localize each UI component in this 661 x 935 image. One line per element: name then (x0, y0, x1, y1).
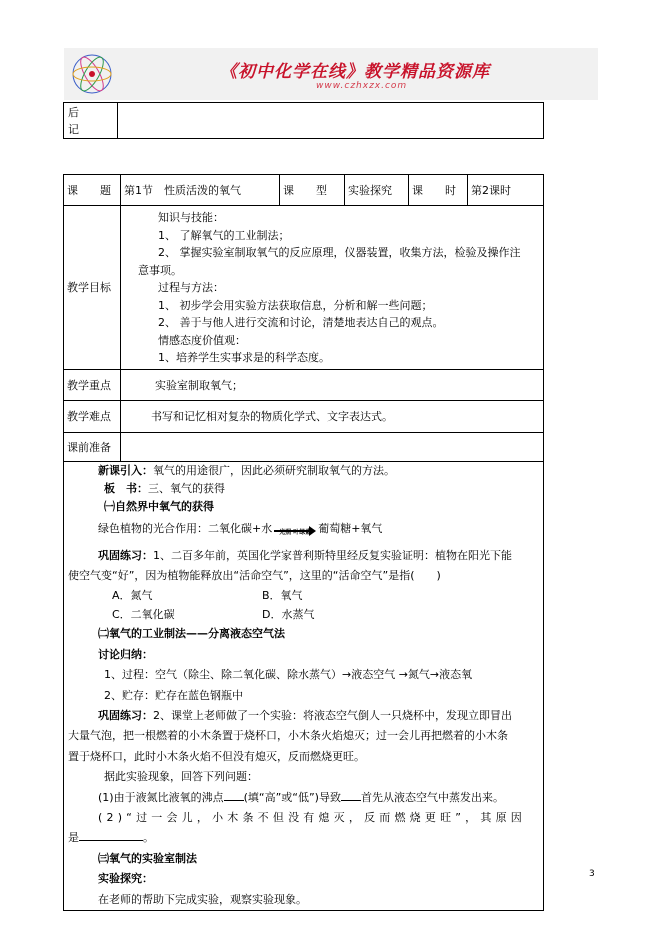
question1-line (68, 788, 540, 808)
options-row-1 (68, 586, 540, 605)
practice2-line3: 置于烧杯口，此时小木条火焰不但没有熄灭，反而燃烧更旺。 (68, 749, 365, 763)
q1-text-b: (填“高”或“低”)导致 (243, 790, 341, 804)
key-point-label: 教学重点 (64, 369, 121, 400)
intro-label: 新课引入： (98, 463, 153, 477)
storage-line: 2、贮存：贮存在蓝色钢瓶中 (104, 688, 243, 702)
option-d: D．水蒸气 (262, 608, 315, 622)
lesson-header-row (64, 175, 544, 206)
board-label: 板 书： (104, 481, 148, 495)
goal-line: 2、 善于与他人进行交流和讨论，清楚地表达自己的观点。 (158, 316, 444, 329)
reaction-arrow-icon (274, 524, 316, 534)
goal-line: 情感态度价值观： (158, 333, 246, 347)
banner-url: www.czhxzx.com (316, 81, 408, 91)
options-row-2 (68, 605, 540, 624)
question2-line2 (68, 828, 540, 848)
topic-value: 第1节 性质活泼的氧气 (121, 175, 280, 206)
q1-blank-1[interactable] (224, 789, 244, 801)
prep-label: 课前准备 (64, 432, 121, 461)
board-line (68, 480, 540, 498)
difficulty-row (64, 400, 544, 432)
process-line: 1、过程：空气（除尘、除二氧化碳、除水蒸气）→液态空气 →氮气→液态氧 (104, 668, 473, 682)
goal-line: 1、培养学生实事求是的科学态度。 (158, 351, 330, 364)
afterword-label: 后 记 (64, 103, 118, 139)
header-banner (64, 48, 598, 100)
period-label: 课 时 (409, 175, 468, 206)
practice1-line2: 使空气变“好”，因为植物能释放出“活命空气”，这里的“活命空气”是指( ) (68, 568, 441, 582)
type-label: 课 型 (280, 175, 345, 206)
section-natural: ㈠自然界中氧气的获得 (104, 499, 214, 513)
q1-text-a: (1)由于液氮比液氧的沸点 (98, 790, 224, 804)
goal-line: 意事项。 (138, 263, 182, 277)
lesson-plan-table (63, 174, 544, 911)
practice2-line1 (68, 706, 540, 726)
practice1-line1 (68, 546, 540, 566)
photosynthesis-line (68, 516, 540, 542)
practice1-label: 巩固练习： (98, 548, 153, 562)
q2-text-b: 。 (143, 831, 154, 845)
molecule-logo-icon (70, 52, 114, 96)
q2-text-a: 是 (68, 831, 79, 845)
lesson-body-row (64, 461, 544, 911)
goal-line: 知识与技能： (158, 211, 224, 224)
goal-line: 1、 了解氧气的工业制法； (158, 228, 290, 242)
discuss-label: 讨论归纳： (98, 647, 153, 661)
reaction-condition: 光照 叶绿素 (279, 528, 312, 536)
goal-line: 过程与方法： (158, 281, 224, 294)
practice2-text: 2、课堂上老师做了一个实验：将液态空气倒人一只烧杯中，发现立即冒出 (153, 708, 512, 722)
goals-content (121, 206, 544, 370)
option-a: A．氮气 (112, 589, 153, 603)
type-value: 实验探究 (345, 175, 409, 206)
answer-prompt: 据此实验现象，回答下列问题： (104, 770, 258, 784)
goals-row (64, 206, 544, 370)
page-number: 3 (589, 869, 595, 879)
q1-text-c: 首先从液态空气中蒸发出来。 (360, 790, 504, 804)
practice1-text: 1、二百多年前，英国化学家普利斯特里经反复实验证明：植物在阳光下能 (153, 548, 512, 562)
banner-title: 《初中化学在线》教学精品资源库 (220, 62, 490, 82)
prep-row (64, 432, 544, 461)
option-b: B．氧气 (262, 589, 303, 603)
difficulty-value: 书写和记忆相对复杂的物质化学式、文字表达式。 (121, 400, 544, 432)
period-value: 第2课时 (468, 175, 544, 206)
key-point-value: 实验室制取氧气； (121, 369, 544, 400)
practice2-line2: 大量气泡，把一根燃着的小木条置于烧杯口，小木条火焰熄灭；过一会儿再把燃着的小木条 (68, 729, 508, 743)
topic-label: 课 题 (64, 175, 121, 206)
key-point-row (64, 369, 544, 400)
intro-line (68, 462, 540, 480)
difficulty-label: 教学难点 (64, 400, 121, 432)
option-c: C．二氧化碳 (112, 608, 175, 622)
prep-value (121, 432, 544, 461)
photosynthesis-products: 葡萄糖+氧气 (318, 521, 383, 535)
afterword-content (118, 103, 544, 139)
goal-line: 2、 掌握实验室制取氧气的反应原理，仪器装置，收集方法，检验及操作注 (158, 246, 521, 259)
photosynthesis-reactants: 绿色植物的光合作用：二氧化碳+水 (98, 521, 273, 535)
goal-line: 1、 初步学会用实验方法获取信息，分析和解一些问题； (158, 298, 433, 312)
afterword-table (63, 102, 544, 139)
explore-text: 在老师的帮助下完成实验，观察实验现象。 (98, 892, 307, 906)
goals-label: 教学目标 (64, 206, 121, 370)
intro-text: 氧气的用途很广，因此必须研究制取氧气的方法。 (153, 463, 395, 477)
board-text: 三、氧气的获得 (148, 481, 225, 495)
q2-blank[interactable] (79, 829, 143, 841)
lesson-body (64, 461, 544, 911)
question2-line1: (2)“过一会儿，小木条不但没有熄灭，反而燃烧更旺”，其原因 (98, 810, 526, 824)
q1-blank-2[interactable] (341, 789, 361, 801)
explore-label: 实验探究： (98, 872, 153, 886)
section-lab: ㈢氧气的实验室制法 (98, 851, 197, 865)
practice2-label: 巩固练习： (98, 708, 153, 722)
section-industrial: ㈡氧气的工业制法——分离液态空气法 (98, 627, 285, 641)
